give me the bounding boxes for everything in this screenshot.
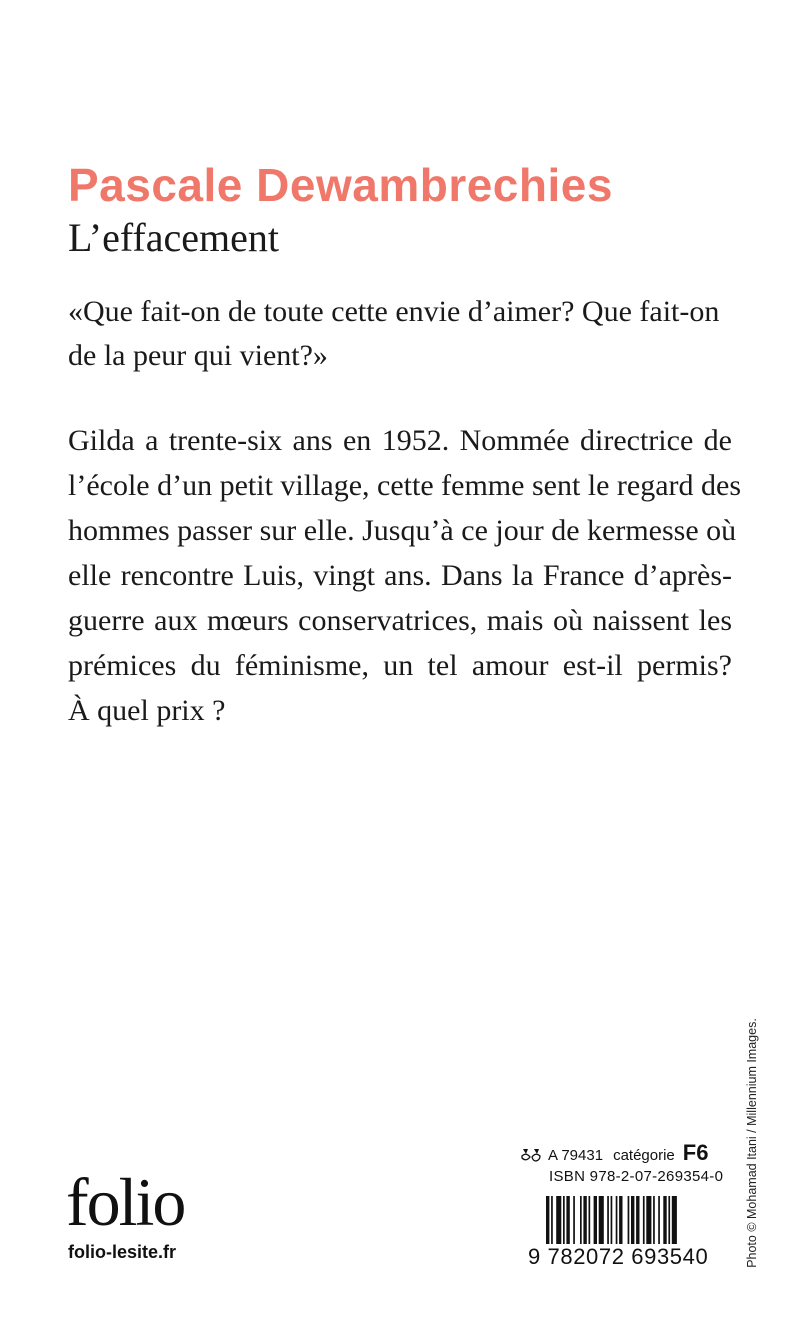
blurb-line: guerre aux mœurs conservatrices, mais où naissent les — [68, 604, 732, 637]
blurb-line: l’école d’un petit village, cette femme sent le regard des — [68, 469, 742, 502]
category-label: catégorie — [613, 1147, 675, 1164]
blurb-line: À quel prix ? — [68, 694, 226, 727]
folio-logo: folio — [66, 1164, 185, 1240]
blurb — [68, 418, 742, 733]
category-value: F6 — [682, 1140, 709, 1165]
barcode-bar — [580, 1196, 582, 1244]
barcode-bar — [631, 1196, 634, 1244]
barcode-digits: 9 782072 693540 — [528, 1244, 709, 1269]
barcode-bar — [573, 1196, 575, 1244]
blurb-line: prémices du féminisme, un tel amour est-il permis? — [68, 649, 732, 682]
author-name: Pascale Dewambrechies — [68, 159, 613, 211]
publisher-mark-icon — [520, 1146, 542, 1164]
barcode-bar — [556, 1196, 561, 1244]
photo-credit: Photo © Mohamad Itani / Millennium Images. — [745, 1018, 759, 1268]
publisher-website: folio-lesite.fr — [68, 1242, 177, 1262]
barcode-bar — [594, 1196, 597, 1244]
barcode-bar — [566, 1196, 569, 1244]
barcode-bar — [607, 1196, 609, 1244]
barcode-bar — [653, 1196, 655, 1244]
code-row — [520, 1140, 708, 1164]
barcode-bar — [551, 1196, 553, 1244]
barcode-bar — [646, 1196, 651, 1244]
quote-line: «Que fait-on de toute cette envie d’aimer? Que fait-on — [68, 295, 720, 328]
barcode — [528, 1196, 724, 1276]
isbn: ISBN 978-2-07-269354-0 — [549, 1168, 724, 1185]
barcode-bar — [628, 1196, 630, 1244]
barcode-bar — [668, 1196, 670, 1244]
barcode-bar — [589, 1196, 591, 1244]
book-title: L’effacement — [68, 215, 279, 260]
barcode-bar — [636, 1196, 639, 1244]
barcode-bar — [563, 1196, 565, 1244]
barcode-bar — [672, 1196, 677, 1244]
barcode-bar — [616, 1196, 618, 1244]
barcode-bar — [663, 1196, 666, 1244]
blurb-line: hommes passer sur elle. Jusqu’à ce jour de kermesse où — [68, 514, 737, 547]
barcode-bar — [611, 1196, 613, 1244]
quote-line: de la peur qui vient?» — [68, 339, 328, 372]
blurb-line: elle rencontre Luis, vingt ans. Dans la France d’après- — [68, 559, 732, 592]
barcode-bar — [583, 1196, 586, 1244]
blurb-line: Gilda a trente-six ans en 1952. Nommée directrice de — [68, 424, 732, 457]
barcode-bar — [643, 1196, 645, 1244]
quote — [68, 290, 738, 378]
barcode-bars — [546, 1196, 724, 1244]
barcode-bar — [619, 1196, 622, 1244]
photo-credit-container — [741, 1018, 763, 1268]
reference-number: A 79431 — [548, 1147, 604, 1164]
barcode-bar — [658, 1196, 660, 1244]
barcode-bar — [599, 1196, 604, 1244]
barcode-bar — [546, 1196, 549, 1244]
